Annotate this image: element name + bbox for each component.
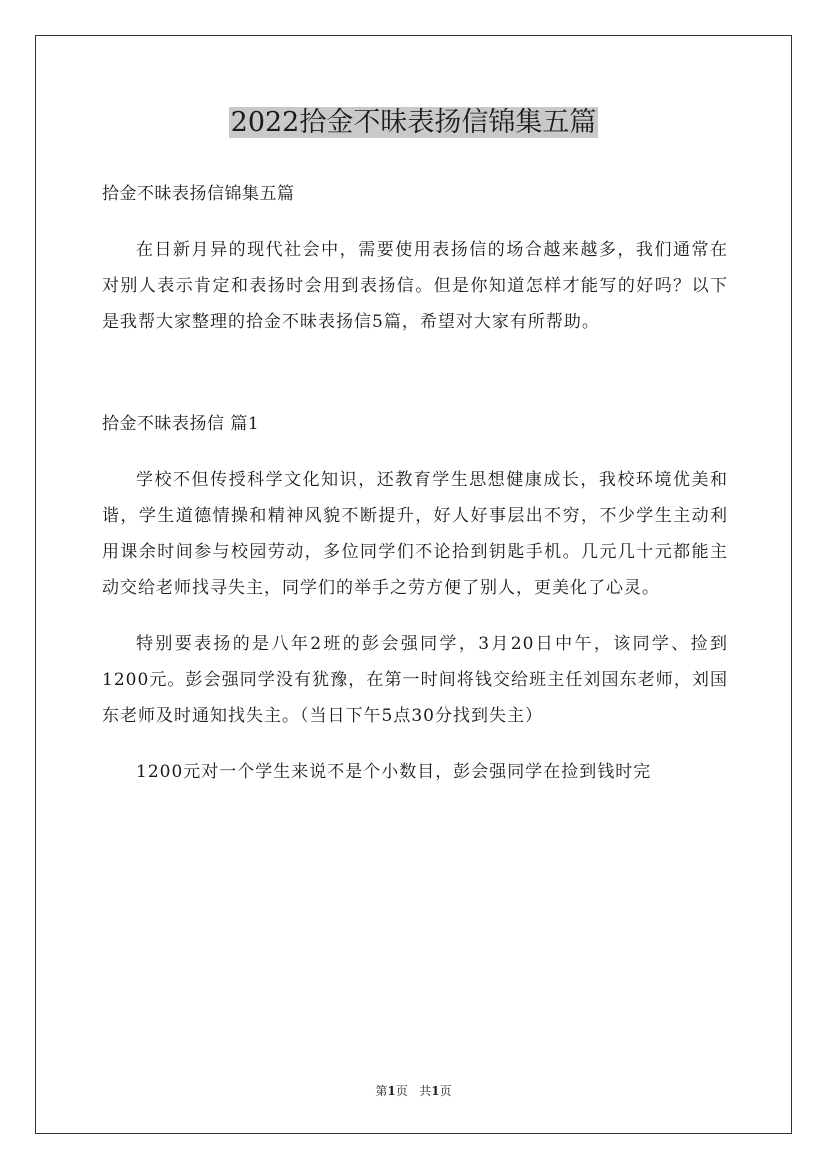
page-number-label: 第1页	[375, 1084, 408, 1098]
body-paragraph: 1200元对一个学生来说不是个小数目，彭会强同学在捡到钱时完	[136, 762, 652, 782]
body-paragraph: 特别要表扬的是八年2班的彭会强同学，3月20日中午，该同学、捡到1200元。彭会强同学没有犹豫，在第一时间将钱交给班主任刘国东老师，刘国东老师及时通知找失主。（当日下午5点30分找到失主）	[102, 634, 728, 726]
intro-heading: 拾金不昧表扬信锦集五篇	[102, 184, 295, 204]
total-pages-label: 共1页	[419, 1084, 452, 1098]
body-paragraph: 学校不但传授科学文化知识，还教育学生思想健康成长，我校环境优美和谐，学生道德情操和精神风貌不断提升，好人好事层出不穷，不少学生主动利用课余时间参与校园劳动，多位同学们不论拾到钥匙手机。几元几十元都能主动交给老师找寻失主，同学们的举手之劳方便了别人，更美化了心灵。	[102, 470, 728, 598]
spacer	[102, 340, 728, 406]
section-heading: 拾金不昧表扬信 篇1	[102, 414, 260, 434]
total-page-number: 1	[431, 1084, 440, 1098]
spacer	[102, 212, 728, 232]
current-page-number: 1	[387, 1084, 396, 1098]
title-text: 2022拾金不昧表扬信锦集五篇	[230, 107, 597, 138]
spacer	[102, 734, 728, 754]
spacer	[102, 606, 728, 626]
document-title	[0, 104, 827, 142]
spacer	[102, 442, 728, 462]
intro-paragraph: 在日新月异的现代社会中，需要使用表扬信的场合越来越多，我们通常在对别人表示肯定和表扬时会用到表扬信。但是你知道怎样才能写的好吗？以下是我帮大家整理的拾金不昧表扬信5篇，希望对大家有所帮助。	[102, 240, 728, 332]
document-body	[102, 176, 728, 790]
page-footer	[0, 1082, 827, 1099]
